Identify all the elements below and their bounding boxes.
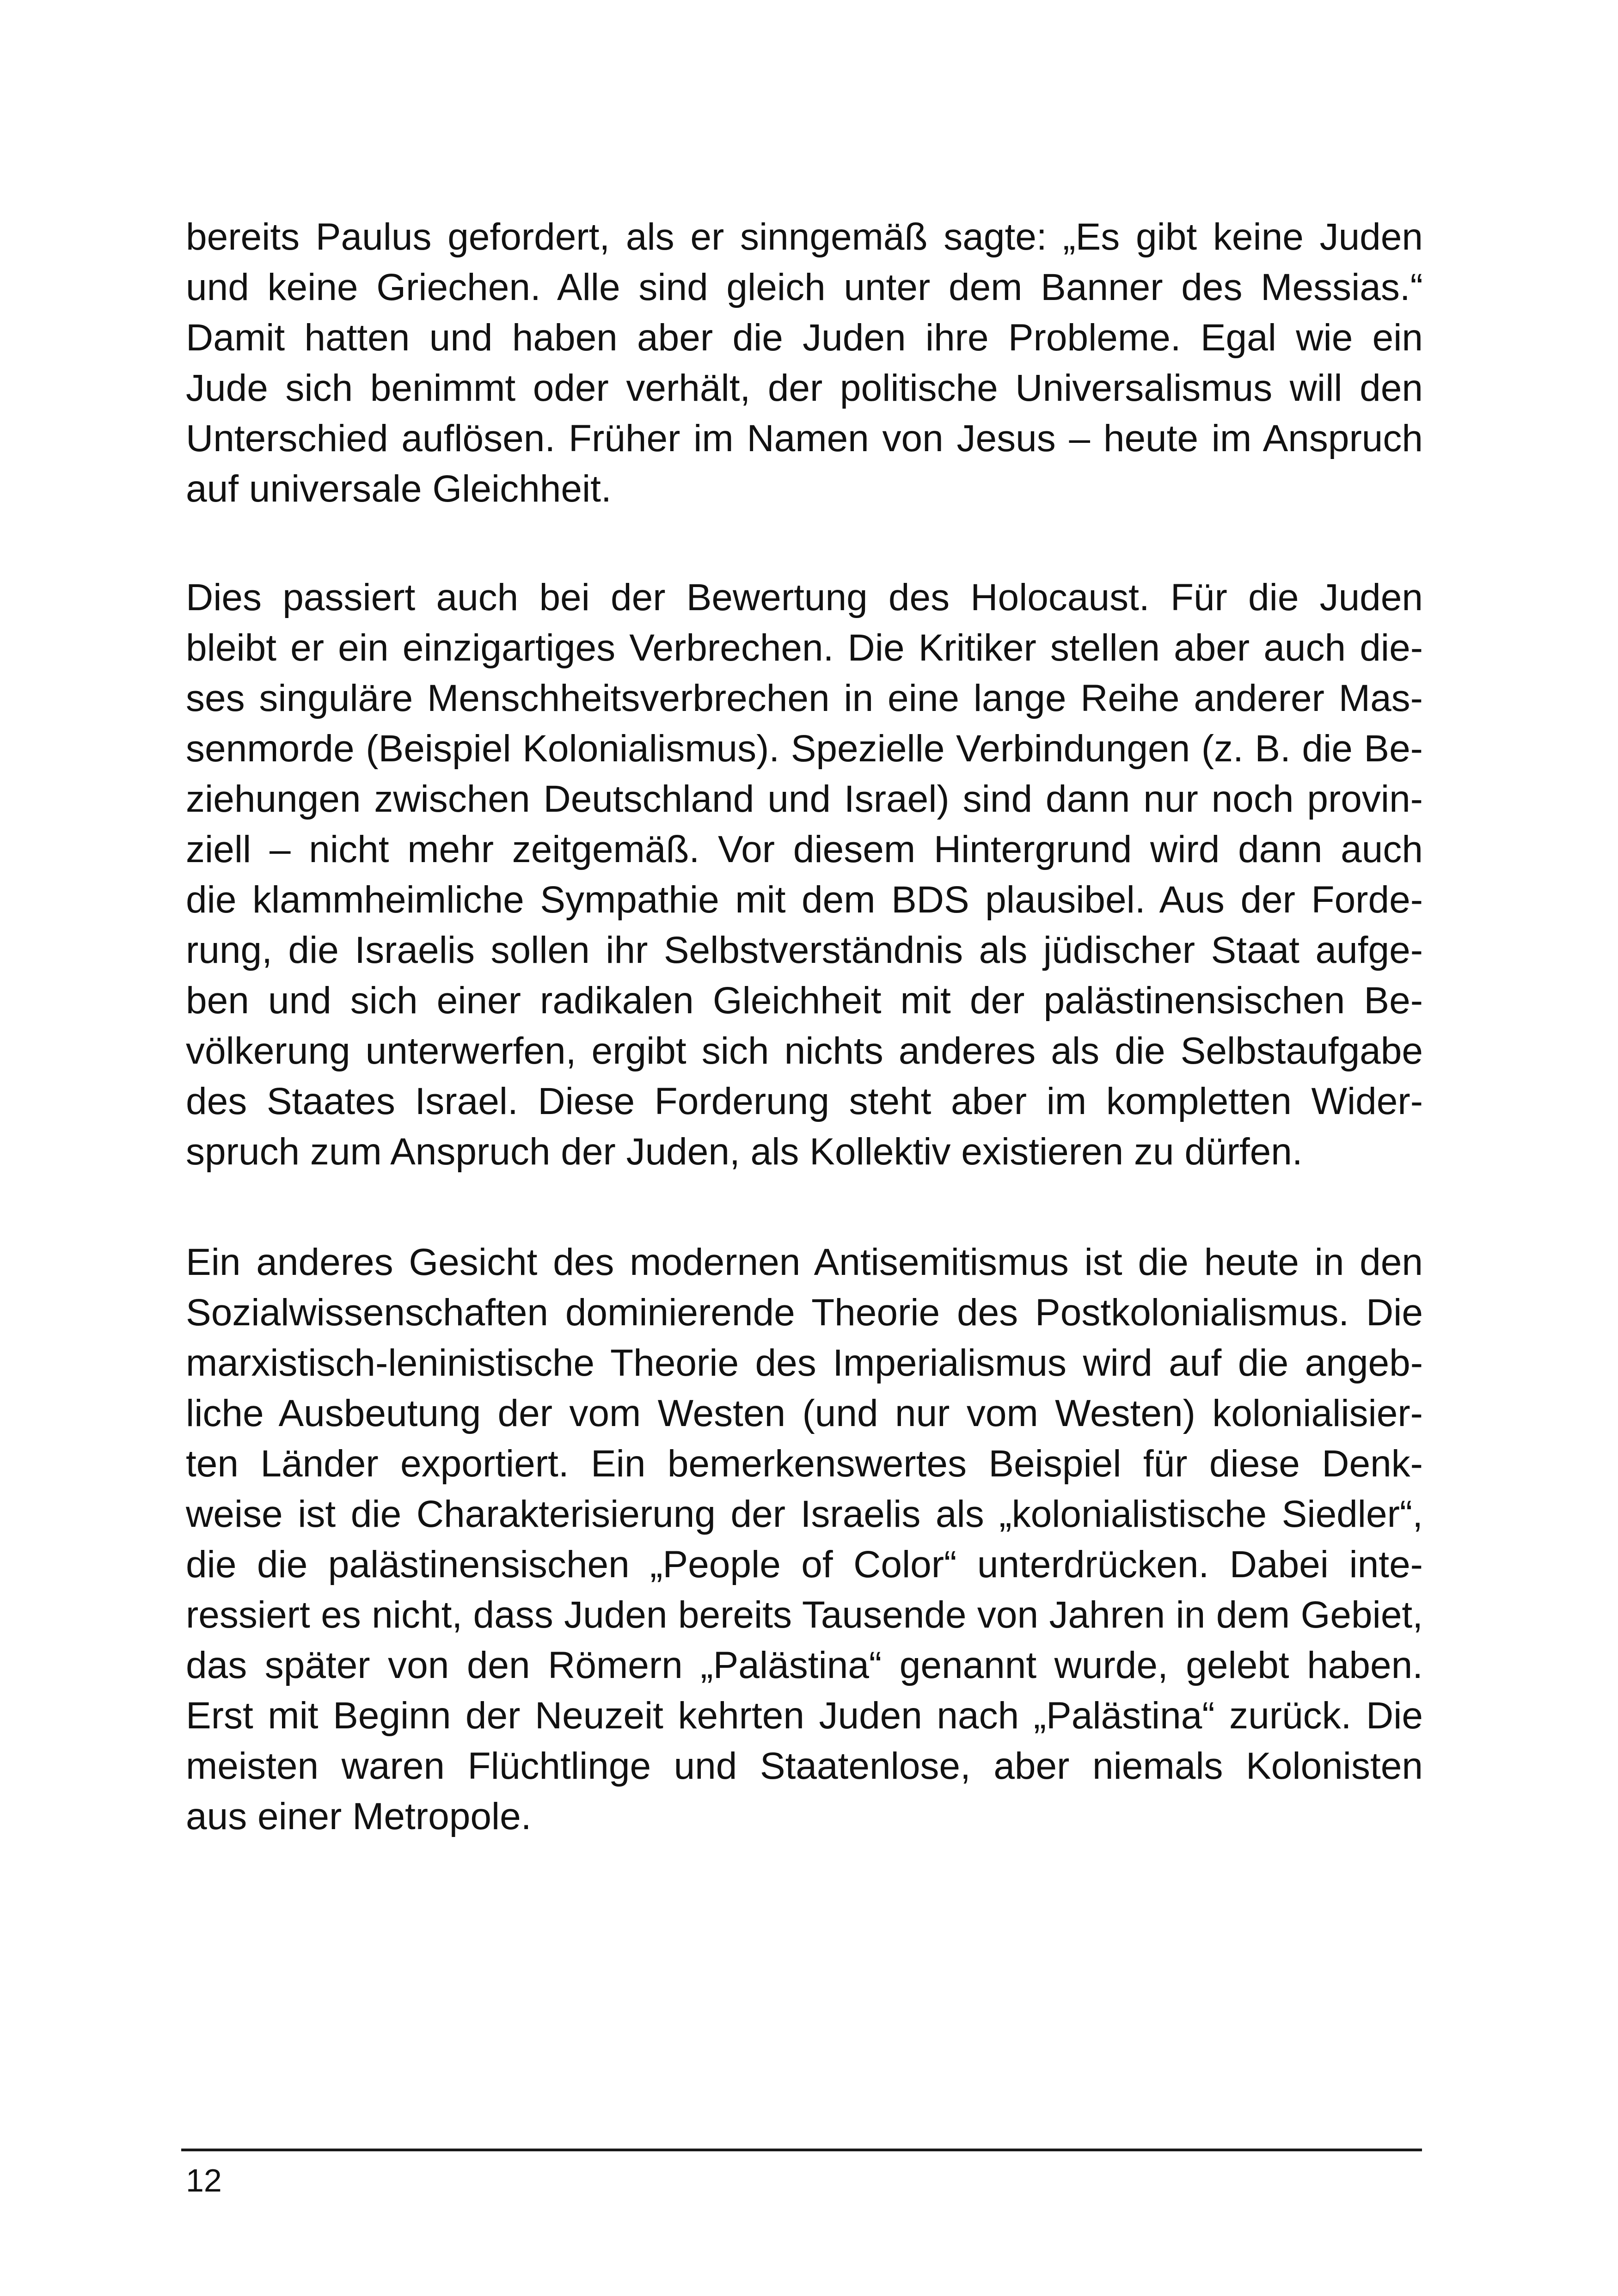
footer-divider (181, 2149, 1422, 2151)
text-line: Damit hatten und haben aber die Juden ihre Probleme. Egal wie ein (186, 317, 1423, 359)
text-line: ziell – nicht mehr zeitgemäß. Vor diesem Hintergrund wird dann auch (186, 828, 1423, 870)
paragraph (186, 572, 1423, 1177)
text-line: Erst mit Beginn der Neuzeit kehrten Juden nach „Palästina“ zurück. Die (186, 1695, 1423, 1737)
text-line: Unterschied auflösen. Früher im Namen von Jesus – heute im Anspruch (186, 417, 1423, 459)
text-line: liche Ausbeutung der vom Westen (und nur vom Westen) kolonialisier- (186, 1392, 1423, 1434)
text-line: rung, die Israelis sollen ihr Selbstverständnis als jüdischer Staat aufge- (186, 929, 1423, 971)
text-line: des Staates Israel. Diese Forderung steht aber im kompletten Wider- (186, 1080, 1423, 1122)
page-number: 12 (186, 2162, 222, 2198)
text-line: ben und sich einer radikalen Gleichheit mit der palästinensischen Be- (186, 980, 1423, 1022)
text-line: Sozialwissenschaften dominierende Theorie des Postkolonialismus. Die (186, 1292, 1423, 1334)
text-line: bleibt er ein einzigartiges Verbrechen. Die Kritiker stellen aber auch die- (186, 627, 1423, 669)
text-line: marxistisch-leninistische Theorie des Imperialismus wird auf die angeb- (186, 1342, 1423, 1384)
text-line: ses singuläre Menschheitsverbrechen in eine lange Reihe anderer Mas- (186, 677, 1423, 719)
text-line: ziehungen zwischen Deutschland und Israel) sind dann nur noch provin- (186, 778, 1423, 820)
text-line: spruch zum Anspruch der Juden, als Kollektiv existieren zu dürfen. (186, 1131, 1303, 1173)
text-line: ressiert es nicht, dass Juden bereits Tausende von Jahren in dem Gebiet, (186, 1594, 1423, 1636)
text-line: aus einer Metropole. (186, 1795, 532, 1837)
text-line: Dies passiert auch bei der Bewertung des Holocaust. Für die Juden (186, 576, 1423, 618)
text-line: auf universale Gleichheit. (186, 468, 612, 510)
text-line: weise ist die Charakterisierung der Israelis als „kolonialistische Siedler“, (186, 1493, 1423, 1535)
text-line: die die palästinensischen „People of Color“ unterdrücken. Dabei inte- (186, 1543, 1423, 1586)
paragraph (186, 212, 1423, 514)
text-line: ten Länder exportiert. Ein bemerkenswertes Beispiel für diese Denk- (186, 1443, 1423, 1485)
text-line: senmorde (Beispiel Kolonialismus). Spezielle Verbindungen (z. B. die Be- (186, 728, 1423, 770)
text-line: das später von den Römern „Palästina“ genannt wurde, gelebt haben. (186, 1644, 1423, 1686)
text-line: völkerung unterwerfen, ergibt sich nichts anderes als die Selbstaufgabe (186, 1030, 1423, 1072)
text-line: Ein anderes Gesicht des modernen Antisemitismus ist die heute in den (186, 1241, 1423, 1283)
text-line: Jude sich benimmt oder verhält, der politische Universalismus will den (186, 367, 1423, 409)
text-line: meisten waren Flüchtlinge und Staatenlose, aber niemals Kolonisten (186, 1745, 1423, 1787)
paragraph (186, 1237, 1423, 1842)
text-line: die klammheimliche Sympathie mit dem BDS plausibel. Aus der Forde- (186, 879, 1423, 921)
text-line: bereits Paulus gefordert, als er sinngemäß sagte: „Es gibt keine Juden (186, 216, 1423, 258)
text-line: und keine Griechen. Alle sind gleich unter dem Banner des Messias.“ (186, 266, 1423, 308)
